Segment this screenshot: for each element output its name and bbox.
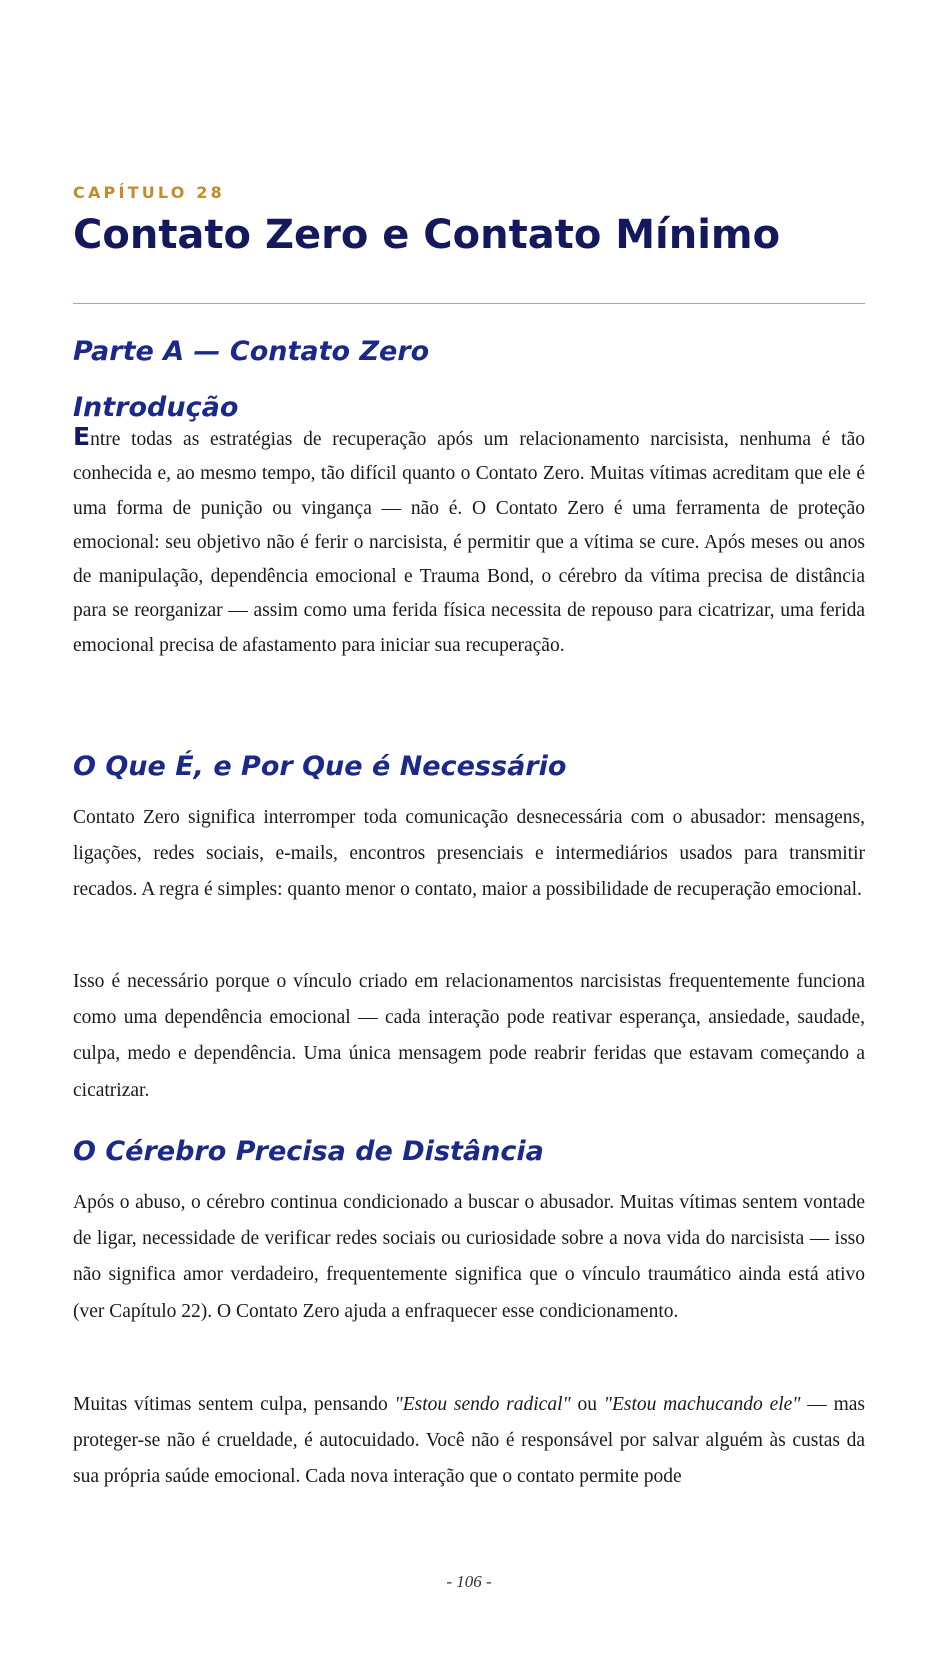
- drop-cap: E: [73, 422, 91, 451]
- book-page: [73, 0, 865, 1672]
- page-number: - 106 -: [446, 1572, 492, 1591]
- section-heading-introducao: Introdução: [73, 392, 239, 423]
- chapter-title: Contato Zero e Contato Mínimo: [73, 212, 781, 258]
- section-heading-cerebro: O Cérebro Precisa de Distância: [73, 1136, 544, 1167]
- title-divider: [73, 303, 865, 304]
- paragraph-guilt-text-after: — mas proteger-se não é crueldade, é autocuidado. Você não é responsável por salvar alguém às custas da sua própria saúde emocional. Cada nova interação que o contato permite pode: [73, 1394, 865, 1488]
- paragraph-definition: Contato Zero significa interromper toda comunicação desnecessária com o abusador: mensagens, ligações, redes sociais, e-mails, encontros presenciais e intermediários usados para transmitir recados. A regra é simples: quanto menor o contato, maior a possibilidade de recuperação emocional.: [73, 807, 865, 901]
- chapter-label: CAPÍTULO 28: [73, 183, 225, 202]
- quote-machucando: "Estou machucando ele": [603, 1394, 801, 1415]
- quote-radical: "Estou sendo radical": [394, 1394, 571, 1415]
- intro-paragraph: [73, 420, 865, 663]
- paragraph-guilt-text-before: Muitas vítimas sentem culpa, pensando: [73, 1394, 395, 1415]
- paragraph-guilt: [73, 1387, 865, 1496]
- intro-paragraph-text: ntre todas as estratégias de recuperação após um relacionamento narcisista, nenhuma é tão conhecida e, ao mesmo tempo, tão difícil quanto o Contato Zero. Muitas vítimas acreditam que ele é uma forma de punição ou vingança — não é. O Contato Zero é uma ferramenta de proteção emocional: seu objetivo não é ferir o narcisista, é permitir que a vítima se cure. Após meses ou anos de manipulação, dependência emocional e Trauma Bond, o cérebro da vítima precisa de distância para se reorganizar — assim como uma ferida física necessita de repouso para cicatrizar, uma ferida emocional precisa de afastamento para iniciar sua recuperação.: [73, 429, 865, 656]
- paragraph-necessity: Isso é necessário porque o vínculo criado em relacionamentos narcisistas frequentemente funciona como uma dependência emocional — cada interação pode reativar esperança, ansiedade, saudade, culpa, medo e dependência. Uma única mensagem pode reabrir feridas que estavam começando a cicatrizar.: [73, 971, 865, 1101]
- paragraph-brain-conditioning: Após o abuso, o cérebro continua condicionado a buscar o abusador. Muitas vítimas sentem vontade de ligar, necessidade de verificar redes sociais ou curiosidade sobre a nova vida do narcisista — isso não significa amor verdadeiro, frequentemente significa que o vínculo traumático ainda está ativo (ver Capítulo 22). O Contato Zero ajuda a enfraquecer esse condicionamento.: [73, 1192, 865, 1322]
- paragraph-guilt-text-middle: ou: [570, 1394, 604, 1415]
- part-title: Parte A — Contato Zero: [73, 336, 430, 367]
- section-heading-o-que-e: O Que É, e Por Que é Necessário: [73, 751, 567, 782]
